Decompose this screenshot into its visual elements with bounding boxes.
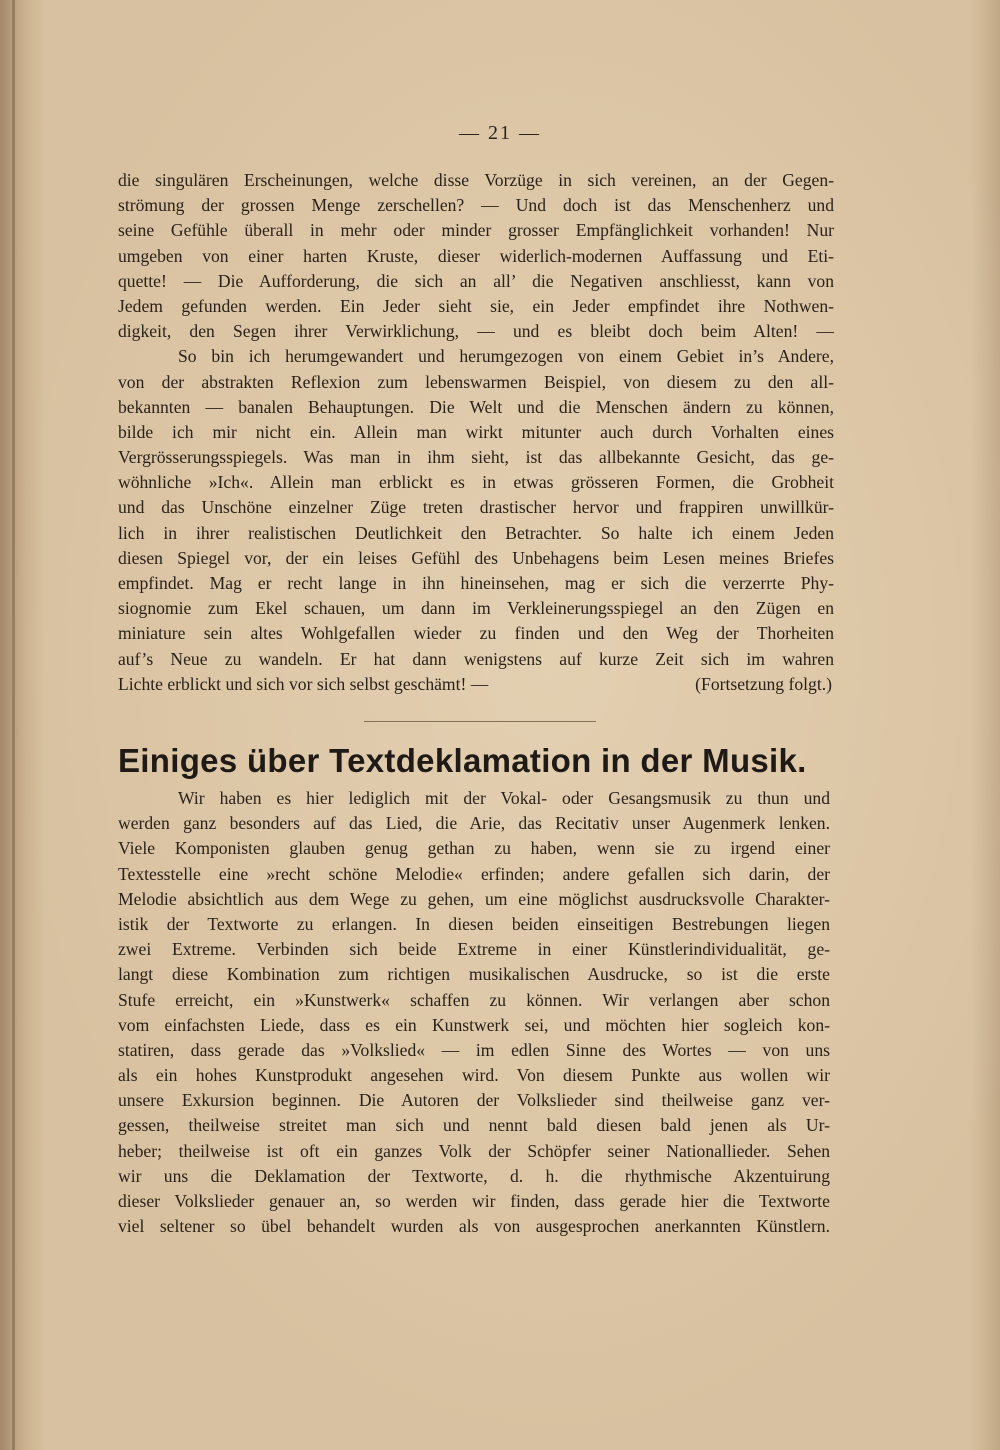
continuation-note: (Fortsetzung folgt.)	[695, 673, 832, 694]
text-line: quette! — Die Aufforderung, die sich an all’ die Negativen anschliesst, kann von	[118, 270, 834, 291]
text-line: Lichte erblickt und sich vor sich selbst geschämt! —	[118, 673, 489, 694]
text-line: wir uns die Deklamation der Textworte, d. h. die rhythmische Akzentuirung	[118, 1165, 830, 1186]
article-body-text	[118, 786, 830, 1239]
text-line: unsere Exkursion beginnen. Die Autoren der Volkslieder sind theilweise ganz ver-	[118, 1090, 830, 1111]
text-line: heber; theilweise ist oft ein ganzes Volk der Schöpfer seiner Nationallieder. Sehen	[118, 1140, 830, 1161]
text-line: werden ganz besonders auf das Lied, die Arie, das Recitativ unser Augenmerk lenken.	[118, 813, 830, 834]
text-line: gessen, theilweise streitet man sich und nennt bald diesen bald jenen als Ur-	[118, 1115, 830, 1136]
text-line: Wir haben es hier lediglich mit der Vokal- oder Gesangsmusik zu thun und	[178, 788, 830, 808]
text-line: die singulären Erscheinungen, welche disse Vorzüge in sich vereinen, an der Gegen-	[118, 170, 834, 190]
text-line: lich in ihrer realistischen Deutlichkeit den Betrachter. So halte ich einem Jeden	[118, 522, 834, 543]
continued-article-text	[118, 168, 834, 697]
text-line: auf’s Neue zu wandeln. Er hat dann wenigstens auf kurze Zeit sich im wahren	[118, 648, 834, 669]
text-line: viel seltener so übel behandelt wurden als von ausgesprochen anerkannten Künstlern.	[118, 1216, 830, 1237]
text-line: empfindet. Mag er recht lange in ihn hineinsehen, mag er sich die verzerrte Phy-	[118, 573, 834, 593]
text-line: Stufe erreicht, ein »Kunstwerk« schaffen zu können. Wir verlangen aber schon	[118, 989, 830, 1010]
text-line: bilde ich mir nicht ein. Allein man wirkt mitunter auch durch Vorhalten eines	[118, 421, 834, 442]
text-line: diesen Spiegel vor, der ein leises Gefühl des Unbehagens beim Lesen meines Briefes	[118, 547, 834, 568]
text-line: digkeit, den Segen ihrer Verwirklichung, — und es bleibt doch beim Alten! —	[118, 321, 834, 342]
text-line: zwei Extreme. Verbinden sich beide Extreme in einer Künstlerindividualität, ge-	[118, 939, 830, 960]
text-line: Jedem gefunden werden. Ein Jeder sieht sie, ein Jeder empfindet ihre Nothwen-	[118, 295, 834, 316]
text-line: miniature sein altes Wohlgefallen wieder zu finden und den Weg der Thorheiten	[118, 623, 834, 644]
text-line: seine Gefühle überall in mehr oder minder grosser Empfänglichkeit vorhanden! Nur	[118, 220, 834, 241]
text-line: statiren, dass gerade das »Volkslied« — im edlen Sinne des Wortes — von uns	[118, 1039, 830, 1060]
text-line: Viele Komponisten glauben genug gethan zu haben, wenn sie zu irgend einer	[118, 838, 830, 859]
final-line	[118, 672, 834, 697]
article-heading: Einiges über Textdeklamation in der Musik.	[118, 742, 807, 779]
text-line: istik der Textworte zu erlangen. In diesen beiden einseitigen Bestrebungen liegen	[118, 913, 830, 934]
page-number: — 21 —	[459, 122, 541, 144]
text-line: bekannten — banalen Behauptungen. Die Welt und die Menschen ändern zu können,	[118, 396, 834, 417]
text-line: vom einfachsten Liede, dass es ein Kunstwerk sei, und möchten hier sogleich kon-	[118, 1014, 830, 1035]
text-line: Vergrösserungsspiegels. Was man in ihm sieht, ist das allbekannte Gesicht, das ge-	[118, 447, 834, 468]
text-line: langt diese Kombination zum richtigen musikalischen Ausdrucke, so ist die erste	[118, 964, 830, 985]
text-line: strömung der grossen Menge zerschellen? — Und doch ist das Menschenherz und	[118, 195, 834, 216]
text-line: Textesstelle eine »recht schöne Melodie« erfinden; andere gefallen sich darin, der	[118, 863, 830, 884]
text-line: wöhnliche »Ich«. Allein man erblickt es in etwas grösseren Formen, die Grobheit	[118, 472, 834, 493]
text-line: und das Unschöne einzelner Züge treten drastischer hervor und frappiren unwillkür-	[118, 497, 834, 518]
page-binding-edge	[12, 0, 15, 1450]
section-divider	[364, 721, 596, 722]
text-line: umgeben von einer harten Kruste, dieser widerlich-modernen Auffassung und Eti-	[118, 245, 834, 266]
text-line: dieser Volkslieder genauer an, so werden wir finden, dass gerade hier die Textworte	[118, 1191, 830, 1211]
text-line: von der abstrakten Reflexion zum lebenswarmen Beispiel, von diesem zu den all-	[118, 371, 834, 392]
text-line: als ein hohes Kunstprodukt angesehen wird. Von diesem Punkte aus wollen wir	[118, 1065, 830, 1086]
text-line: siognomie zum Ekel schauen, um dann im Verkleinerungsspiegel an den Zügen en	[118, 598, 834, 619]
text-line: Melodie absichtlich aus dem Wege zu gehen, um eine möglichst ausdrucksvolle Charakter-	[118, 888, 830, 909]
text-line: So bin ich herumgewandert und herumgezogen von einem Gebiet in’s Andere,	[178, 346, 834, 367]
